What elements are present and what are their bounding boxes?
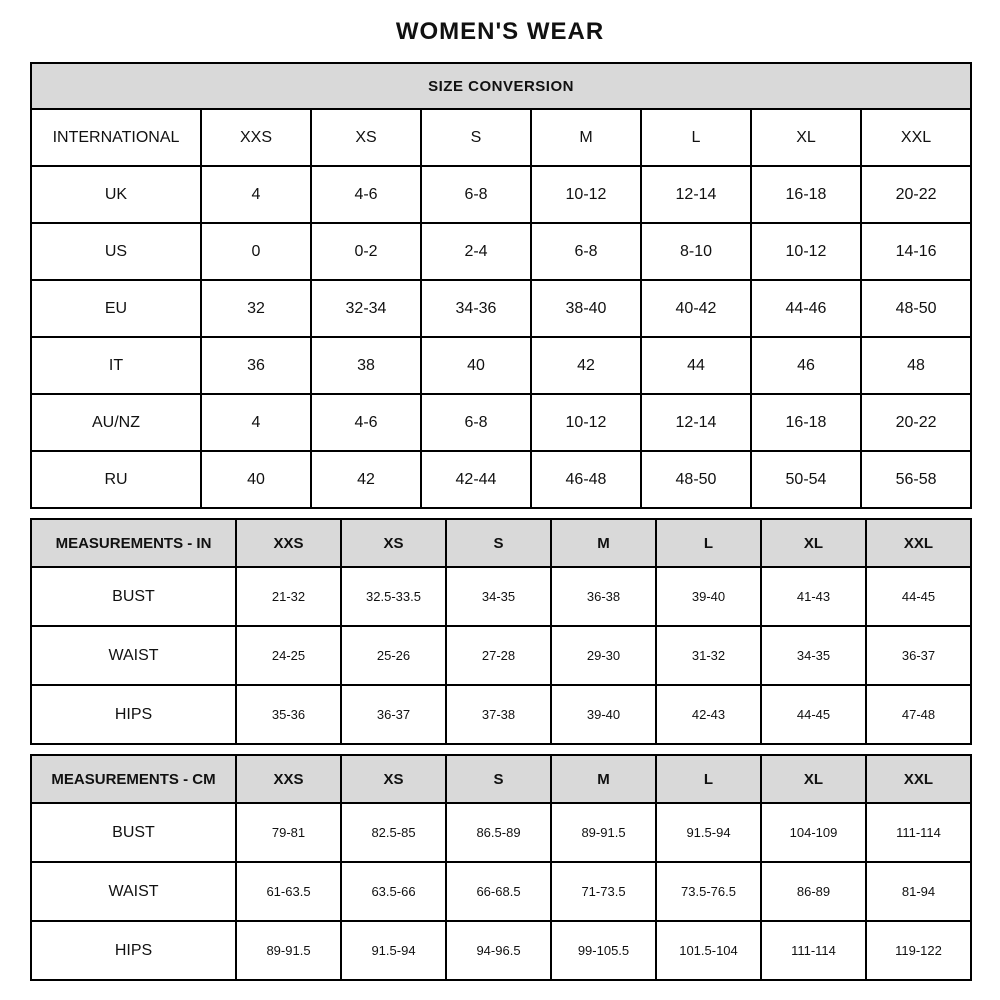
table-cell: 36-37 bbox=[866, 626, 971, 685]
table-cell: 99-105.5 bbox=[551, 921, 656, 980]
table-cell: 104-109 bbox=[761, 803, 866, 862]
table-cell: 8-10 bbox=[641, 223, 751, 280]
table-row bbox=[31, 626, 971, 685]
size-header: XL bbox=[761, 519, 866, 567]
measurements-cm-table bbox=[30, 754, 972, 981]
table-cell: 48 bbox=[861, 337, 971, 394]
row-label-hips: HIPS bbox=[31, 685, 236, 744]
table-row bbox=[31, 567, 971, 626]
table-cell: 4 bbox=[201, 166, 311, 223]
size-header: XXL bbox=[866, 519, 971, 567]
table-cell: 56-58 bbox=[861, 451, 971, 508]
table-cell: 10-12 bbox=[531, 166, 641, 223]
table-cell: 44 bbox=[641, 337, 751, 394]
row-label-bust: BUST bbox=[31, 567, 236, 626]
table-cell: 31-32 bbox=[656, 626, 761, 685]
table-cell: 61-63.5 bbox=[236, 862, 341, 921]
table-cell: 25-26 bbox=[341, 626, 446, 685]
table-cell: 63.5-66 bbox=[341, 862, 446, 921]
row-label-ru: RU bbox=[31, 451, 201, 508]
table-cell: 46 bbox=[751, 337, 861, 394]
table-cell: 20-22 bbox=[861, 166, 971, 223]
size-header: XXS bbox=[236, 755, 341, 803]
table-cell: 101.5-104 bbox=[656, 921, 761, 980]
table-cell: 44-45 bbox=[866, 567, 971, 626]
table-cell: 4-6 bbox=[311, 394, 421, 451]
table-cell: 89-91.5 bbox=[236, 921, 341, 980]
table-cell: 42 bbox=[531, 337, 641, 394]
row-label-uk: UK bbox=[31, 166, 201, 223]
size-header: S bbox=[446, 755, 551, 803]
size-header: XXS bbox=[201, 109, 311, 166]
table-cell: 91.5-94 bbox=[341, 921, 446, 980]
table-cell: 2-4 bbox=[421, 223, 531, 280]
size-header: M bbox=[531, 109, 641, 166]
table-cell: 35-36 bbox=[236, 685, 341, 744]
size-header: M bbox=[551, 755, 656, 803]
table-cell: 73.5-76.5 bbox=[656, 862, 761, 921]
row-label-waist: WAIST bbox=[31, 626, 236, 685]
size-header: L bbox=[641, 109, 751, 166]
table-cell: 16-18 bbox=[751, 166, 861, 223]
table-cell: 71-73.5 bbox=[551, 862, 656, 921]
size-header: M bbox=[551, 519, 656, 567]
table-cell: 0 bbox=[201, 223, 311, 280]
table-cell: 38-40 bbox=[531, 280, 641, 337]
table-row bbox=[31, 166, 971, 223]
table-cell: 20-22 bbox=[861, 394, 971, 451]
table-cell: 4-6 bbox=[311, 166, 421, 223]
table-cell: 12-14 bbox=[641, 166, 751, 223]
size-header: S bbox=[421, 109, 531, 166]
measurements-in-table bbox=[30, 518, 972, 745]
table-cell: 81-94 bbox=[866, 862, 971, 921]
row-header-international: INTERNATIONAL bbox=[31, 109, 201, 166]
table-cell: 10-12 bbox=[751, 223, 861, 280]
size-header: L bbox=[656, 755, 761, 803]
size-header: XXS bbox=[236, 519, 341, 567]
table-cell: 36-37 bbox=[341, 685, 446, 744]
row-label-hips: HIPS bbox=[31, 921, 236, 980]
table-cell: 86.5-89 bbox=[446, 803, 551, 862]
size-conversion-table bbox=[30, 62, 972, 509]
table-cell: 91.5-94 bbox=[656, 803, 761, 862]
table-cell: 82.5-85 bbox=[341, 803, 446, 862]
table-row bbox=[31, 280, 971, 337]
size-header: XS bbox=[311, 109, 421, 166]
row-label-waist: WAIST bbox=[31, 862, 236, 921]
row-label-bust: BUST bbox=[31, 803, 236, 862]
table-cell: 47-48 bbox=[866, 685, 971, 744]
row-label-us: US bbox=[31, 223, 201, 280]
size-chart-page bbox=[30, 0, 970, 981]
table-cell: 86-89 bbox=[761, 862, 866, 921]
table-row bbox=[31, 862, 971, 921]
measurements-cm-title: MEASUREMENTS - CM bbox=[31, 755, 236, 803]
row-label-eu: EU bbox=[31, 280, 201, 337]
table-cell: 50-54 bbox=[751, 451, 861, 508]
table-cell: 4 bbox=[201, 394, 311, 451]
table-cell: 46-48 bbox=[531, 451, 641, 508]
size-header: XS bbox=[341, 755, 446, 803]
table-row bbox=[31, 337, 971, 394]
table-cell: 6-8 bbox=[421, 166, 531, 223]
table-cell: 6-8 bbox=[531, 223, 641, 280]
table-cell: 111-114 bbox=[866, 803, 971, 862]
table-cell: 44-45 bbox=[761, 685, 866, 744]
table-row bbox=[31, 109, 971, 166]
size-header: XS bbox=[341, 519, 446, 567]
table-cell: 14-16 bbox=[861, 223, 971, 280]
table-cell: 32-34 bbox=[311, 280, 421, 337]
table-cell: 37-38 bbox=[446, 685, 551, 744]
table-cell: 40-42 bbox=[641, 280, 751, 337]
table-cell: 12-14 bbox=[641, 394, 751, 451]
table-cell: 39-40 bbox=[551, 685, 656, 744]
table-cell: 32 bbox=[201, 280, 311, 337]
table-row bbox=[31, 223, 971, 280]
table-cell: 10-12 bbox=[531, 394, 641, 451]
table-cell: 27-28 bbox=[446, 626, 551, 685]
table-cell: 66-68.5 bbox=[446, 862, 551, 921]
table-cell: 89-91.5 bbox=[551, 803, 656, 862]
table-cell: 42-43 bbox=[656, 685, 761, 744]
table-cell: 111-114 bbox=[761, 921, 866, 980]
table-cell: 94-96.5 bbox=[446, 921, 551, 980]
table-cell: 48-50 bbox=[861, 280, 971, 337]
table-cell: 34-35 bbox=[446, 567, 551, 626]
table-cell: 29-30 bbox=[551, 626, 656, 685]
table-cell: 79-81 bbox=[236, 803, 341, 862]
table-cell: 40 bbox=[201, 451, 311, 508]
size-header: L bbox=[656, 519, 761, 567]
size-header: S bbox=[446, 519, 551, 567]
size-conversion-title: SIZE CONVERSION bbox=[31, 63, 971, 109]
table-cell: 34-35 bbox=[761, 626, 866, 685]
size-header: XXL bbox=[861, 109, 971, 166]
table-cell: 38 bbox=[311, 337, 421, 394]
size-header: XXL bbox=[866, 755, 971, 803]
table-cell: 32.5-33.5 bbox=[341, 567, 446, 626]
table-row bbox=[31, 519, 971, 567]
table-cell: 34-36 bbox=[421, 280, 531, 337]
table-cell: 0-2 bbox=[311, 223, 421, 280]
size-header: XL bbox=[761, 755, 866, 803]
table-row bbox=[31, 451, 971, 508]
table-cell: 36-38 bbox=[551, 567, 656, 626]
table-row bbox=[31, 755, 971, 803]
table-row bbox=[31, 394, 971, 451]
row-label-aunz: AU/NZ bbox=[31, 394, 201, 451]
measurements-in-title: MEASUREMENTS - IN bbox=[31, 519, 236, 567]
page-title: WOMEN'S WEAR bbox=[395, 18, 605, 45]
table-row bbox=[31, 685, 971, 744]
table-cell: 119-122 bbox=[866, 921, 971, 980]
table-row bbox=[31, 803, 971, 862]
table-cell: 48-50 bbox=[641, 451, 751, 508]
table-cell: 16-18 bbox=[751, 394, 861, 451]
row-label-it: IT bbox=[31, 337, 201, 394]
table-cell: 36 bbox=[201, 337, 311, 394]
table-cell: 41-43 bbox=[761, 567, 866, 626]
table-cell: 39-40 bbox=[656, 567, 761, 626]
table-cell: 44-46 bbox=[751, 280, 861, 337]
size-header: XL bbox=[751, 109, 861, 166]
table-cell: 24-25 bbox=[236, 626, 341, 685]
table-cell: 21-32 bbox=[236, 567, 341, 626]
table-cell: 40 bbox=[421, 337, 531, 394]
table-cell: 42-44 bbox=[421, 451, 531, 508]
table-cell: 42 bbox=[311, 451, 421, 508]
table-cell: 6-8 bbox=[421, 394, 531, 451]
table-row bbox=[31, 921, 971, 980]
